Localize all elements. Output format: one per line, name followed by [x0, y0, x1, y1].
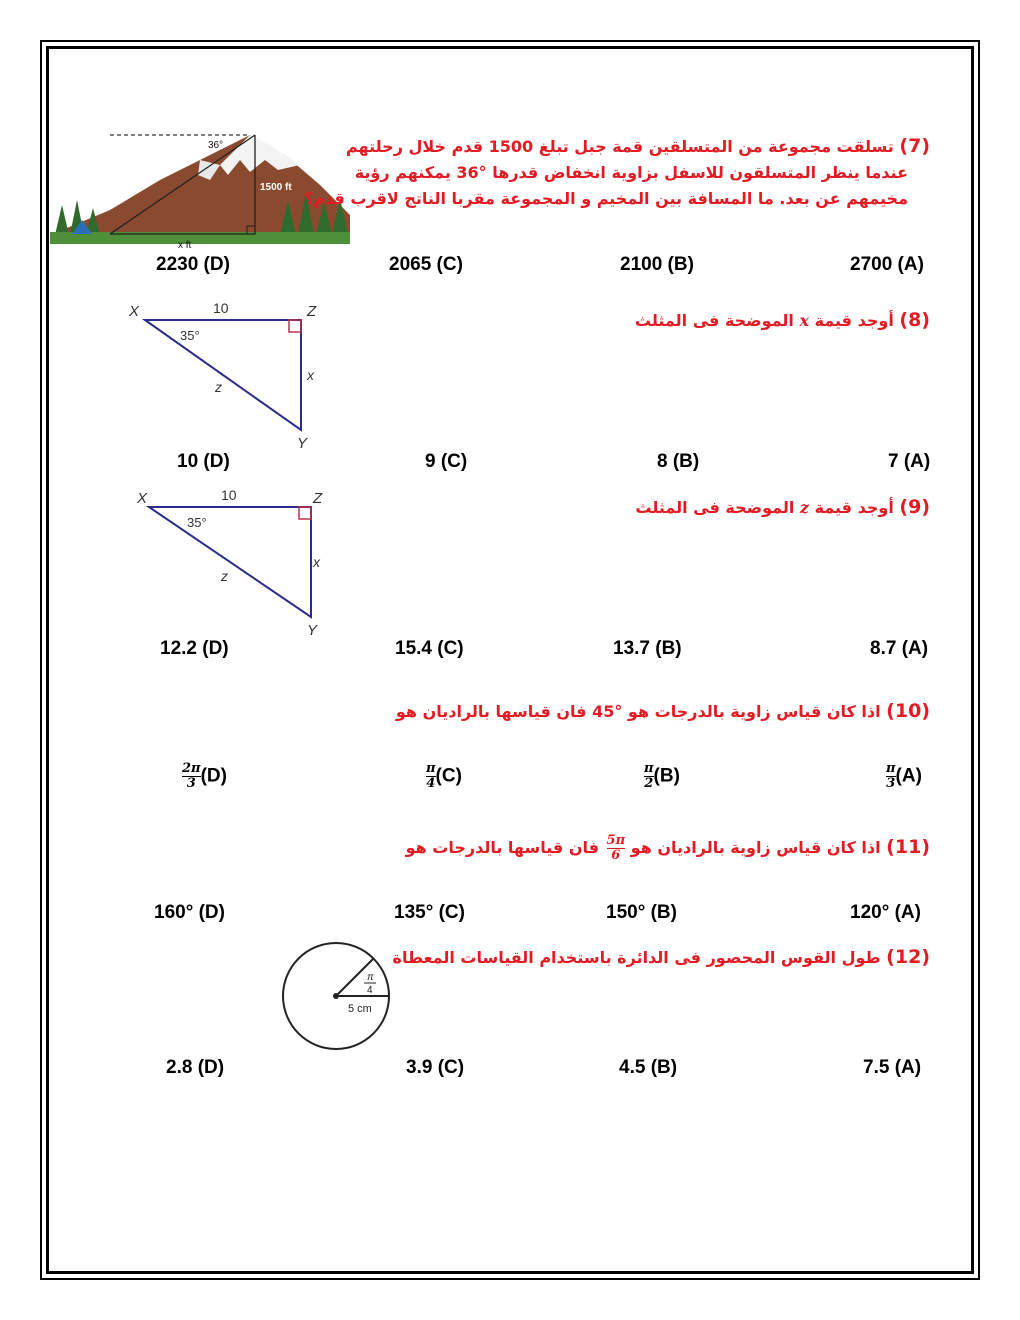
question-9-text-after: الموضحة فى المثلث — [635, 498, 795, 517]
triangle-figure-q9 — [135, 485, 335, 639]
q10-option-d[interactable]: $\frac{2\pi}{3}$ (D) — [182, 761, 227, 791]
q7-option-c[interactable]: 2065 (C) — [389, 254, 463, 275]
q9-vertex-y: Y — [307, 622, 318, 639]
question-10-number: (10) — [886, 700, 930, 722]
q8-option-c[interactable]: 9 (C) — [425, 451, 468, 472]
mountain-height-label: 1500 ft — [260, 182, 292, 193]
q8-option-a[interactable]: 7 (A) — [888, 451, 931, 472]
triangle-figure-q8 — [125, 298, 325, 452]
question-7-line-1: تسلقت مجموعة من المتسلقين قمة جبل تبلغ 1500 قدم خلال رحلتهم — [345, 137, 894, 156]
question-11-fraction: $\frac{5\pi}{6}$ — [606, 833, 626, 863]
q8-option-d[interactable]: 10 (D) — [177, 451, 230, 472]
circle-radius-label: 5 cm — [348, 1003, 372, 1015]
question-7-line-2: عندما ينظر المتسلقون للاسفل بزاوية انخفاض قدرها °36 يمكنهم رؤية — [354, 163, 908, 182]
question-12-number: (12) — [886, 946, 930, 968]
q7-option-b[interactable]: 2100 (B) — [620, 254, 694, 275]
question-11 — [406, 834, 930, 863]
q11-option-c[interactable]: 135° (C) — [394, 902, 465, 923]
question-9 — [635, 494, 930, 521]
q12-option-d[interactable]: 2.8 (D) — [166, 1057, 225, 1078]
q12-option-b[interactable]: 4.5 (B) — [619, 1057, 678, 1078]
q9-angle-label: 35° — [187, 515, 207, 530]
question-9-variable: z — [799, 498, 810, 517]
question-8-text-after: الموضحة فى المثلث — [634, 311, 794, 330]
circle-figure — [278, 938, 398, 1058]
q8-side-xz-label: 10 — [213, 300, 229, 316]
q9-option-c[interactable]: 15.4 (C) — [395, 638, 464, 659]
question-7-line-3: مخيمهم عن بعد. ما المسافة بين المخيم و المجموعة مقربا الناتج لاقرب قدم؟ — [304, 189, 908, 208]
q8-option-b[interactable]: 8 (B) — [657, 451, 700, 472]
question-9-text-before: أوجد قيمة — [814, 498, 894, 517]
circle-angle-denominator: 4 — [367, 985, 373, 996]
q9-side-x-label: x — [313, 554, 320, 570]
q10-option-b[interactable]: $\frac{\pi}{2}$ (B) — [644, 761, 680, 791]
q7-option-d[interactable]: 2230 (D) — [156, 254, 230, 275]
q8-side-x-label: x — [307, 367, 314, 383]
circle-angle-numerator: π — [367, 972, 374, 983]
question-10 — [396, 698, 930, 725]
q8-vertex-y: Y — [297, 435, 308, 452]
q10-option-a[interactable]: $\frac{\pi}{3}$ (A) — [886, 761, 922, 791]
question-8 — [635, 307, 930, 334]
q11-option-d[interactable]: 160° (D) — [154, 902, 225, 923]
question-11-number: (11) — [886, 836, 930, 858]
mountain-angle-label: 36° — [208, 140, 224, 151]
q11-option-a[interactable]: 120° (A) — [850, 902, 921, 923]
q11-option-b[interactable]: 150° (B) — [606, 902, 677, 923]
q8-side-z-label: z — [215, 379, 222, 395]
q9-option-b[interactable]: 13.7 (B) — [613, 638, 682, 659]
q10-option-c-fraction: $\frac{\pi}{4}$ — [426, 761, 436, 791]
mountain-base-label: x ft — [178, 240, 192, 251]
question-8-text-before: أوجد قيمة — [814, 311, 894, 330]
question-8-variable: x — [799, 311, 810, 330]
q12-option-a[interactable]: 7.5 (A) — [863, 1057, 922, 1078]
q7-option-a[interactable]: 2700 (A) — [850, 254, 924, 275]
question-10-text: اذا كان قياس زاوية بالدرجات هو °45 فان قياسها بالراديان هو — [395, 702, 881, 721]
q8-vertex-x: X — [129, 303, 140, 320]
question-11-text-after: فان قياسها بالدرجات هو — [405, 838, 599, 857]
q9-vertex-z: Z — [313, 490, 323, 507]
q9-side-z-label: z — [221, 568, 228, 584]
question-7-number: (7) — [899, 135, 930, 157]
q9-vertex-x: X — [137, 490, 148, 507]
q9-option-a[interactable]: 8.7 (A) — [870, 638, 929, 659]
question-7 — [304, 133, 930, 212]
q10-option-c[interactable]: $\frac{\pi}{4}$ (C) — [426, 761, 462, 791]
question-12-text: طول القوس المحصور فى الدائرة باستخدام القياسات المعطاة — [392, 948, 881, 967]
q10-option-a-fraction: $\frac{\pi}{3}$ — [886, 761, 896, 791]
question-12 — [393, 944, 930, 971]
q12-option-c[interactable]: 3.9 (C) — [406, 1057, 465, 1078]
q9-option-d[interactable]: 12.2 (D) — [160, 638, 229, 659]
question-11-text-before: اذا كان قياس زاوية بالراديان هو — [630, 838, 881, 857]
q9-side-xz-label: 10 — [221, 487, 237, 503]
q10-option-b-fraction: $\frac{\pi}{2}$ — [644, 761, 654, 791]
question-9-number: (9) — [899, 496, 930, 518]
question-8-number: (8) — [899, 309, 930, 331]
q8-angle-label: 35° — [180, 328, 200, 343]
q8-vertex-z: Z — [307, 303, 317, 320]
q10-option-d-fraction: $\frac{2\pi}{3}$ — [182, 761, 201, 791]
